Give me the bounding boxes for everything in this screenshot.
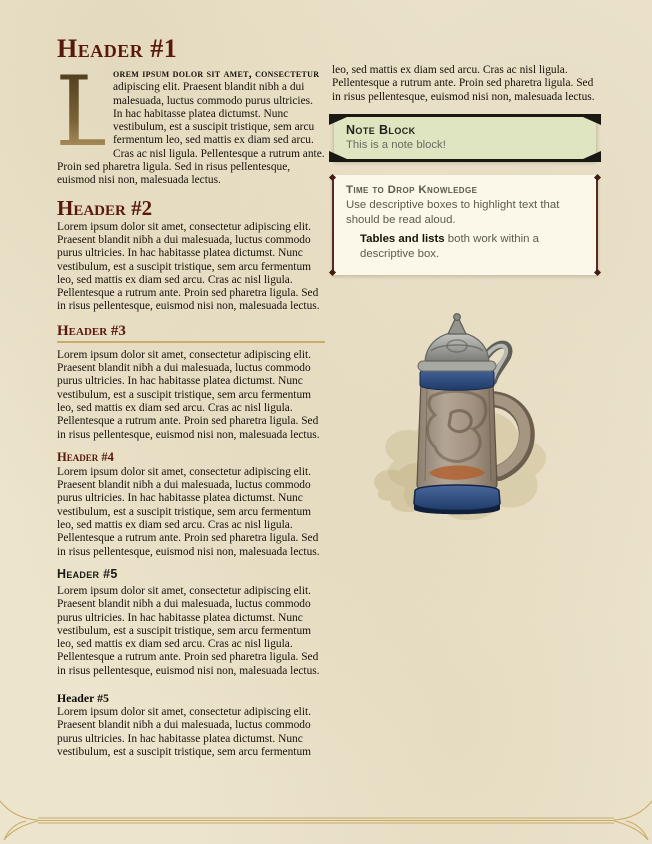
descriptive-line-1: Use descriptive boxes to highlight text that should be read aloud. xyxy=(346,198,560,226)
note-title: Note Block xyxy=(346,122,416,137)
paragraph-4: Lorem ipsum dolor sit amet, consectetur adipiscing elit. Praesent blandit nibh a dui malesuada, luctus commodo purus ultricies. In hac habitasse platea dictumst. Nunc vestibulum, est a suscipit tristique, sem arcu fermentum leo, sed mattis ex diam sed arcu. Cras ac nisl ligula. Pellentesque a rutrum ante. Proin sed pharetra ligula. Sed in risus pellentesque, euismod nisi non, malesuada lectus. xyxy=(57,465,320,558)
beer-stein-image xyxy=(339,313,591,530)
paragraph-6: Lorem ipsum dolor sit amet, consectetur adipiscing elit. Praesent blandit nibh a dui malesuada, luctus commodo purus ultricies. In hac habitasse platea dictumst. Nunc vestibulum, est a suscipit tristique, sem arcu fermentum xyxy=(57,705,312,758)
descriptive-bold-text: Tables and lists xyxy=(360,232,445,245)
stein-foot xyxy=(414,485,500,514)
left-column xyxy=(57,36,325,768)
right-column xyxy=(332,64,598,530)
beer-stein-svg xyxy=(339,313,591,525)
note-block xyxy=(334,117,596,159)
paragraph-2: Lorem ipsum dolor sit amet, consectetur adipiscing elit. Praesent blandit nibh a dui malesuada, luctus commodo purus ultricies. In hac habitasse platea dictumst. Nunc vestibulum, est a suscipit tristique, sem arcu fermentum leo, sed mattis ex diam sed arcu. Cras ac nisl ligula. Pellentesque a rutrum ante. Proin sed pharetra ligula. Sed in risus pellentesque, euismod nisi non, malesuada lectus. xyxy=(57,220,320,313)
note-corner-triangle-icon xyxy=(583,151,601,159)
paragraph-1-text: adipiscing elit. Praesent blandit nibh a dui malesuada, luctus commodo purus ultricies. In hac habitasse platea dictumst. Nunc vestibulum, est a suscipit tristique, sem arcu fermentum leo, sed mattis ex diam sed arcu. Cras ac nisl ligula. Pellentesque a rutrum ante. Proin sed pharetra ligula. Sed in risus pellentesque, euismod nisi non, malesuada lectus. xyxy=(57,81,325,187)
continuation-paragraph: leo, sed mattis ex diam sed arcu. Cras ac nisl ligula. Pellentesque a rutrum ante. Proin sed pharetra ligula. Sed in risus pellentesque, euismod nisi non, malesuada lectus. xyxy=(332,64,595,103)
note-corner-triangle-icon xyxy=(329,117,347,125)
stein-body xyxy=(417,381,497,494)
header-3: Header #3 xyxy=(57,323,325,343)
paragraph-1 xyxy=(55,56,325,188)
descriptive-right-rule xyxy=(596,178,598,272)
descriptive-corner-diamond-icon xyxy=(594,269,601,276)
footer-flourish-rule xyxy=(0,798,652,844)
note-top-rule xyxy=(329,114,601,117)
note-bottom-rule xyxy=(329,159,601,162)
note-corner-triangle-icon xyxy=(583,117,601,125)
descriptive-title: Time to Drop Knowledge xyxy=(346,183,478,196)
lead-smallcaps-text: orem ipsum dolor sit amet, consectetur xyxy=(113,68,320,80)
header-2: Header #2 xyxy=(57,195,153,220)
descriptive-line-2-rest: both work within a descriptive box. xyxy=(360,232,539,260)
stein-lid xyxy=(418,313,496,370)
paragraph-5: Lorem ipsum dolor sit amet, consectetur adipiscing elit. Praesent blandit nibh a dui malesuada, luctus commodo purus ultricies. In hac habitasse platea dictumst. Nunc vestibulum, est a suscipit tristique, sem arcu fermentum leo, sed mattis ex diam sed arcu. Cras ac nisl ligula. Pellentesque a rutrum ante. Proin sed pharetra ligula. Sed in risus pellentesque, euismod nisi non, malesuada lectus. xyxy=(57,584,320,677)
drop-cap-letter: L xyxy=(55,56,119,168)
descriptive-box xyxy=(332,175,598,275)
header-6: Header #5 xyxy=(57,690,109,705)
descriptive-corner-diamond-icon xyxy=(329,174,336,181)
header-4: Header #4 xyxy=(57,449,114,464)
header-5: Header #5 xyxy=(57,566,118,581)
note-text: This is a note block! xyxy=(346,138,446,151)
descriptive-line-2 xyxy=(360,232,584,262)
descriptive-left-rule xyxy=(332,178,334,272)
paragraph-3: Lorem ipsum dolor sit amet, consectetur adipiscing elit. Praesent blandit nibh a dui malesuada, luctus commodo purus ultricies. In hac habitasse platea dictumst. Nunc vestibulum, est a suscipit tristique, sem arcu fermentum leo, sed mattis ex diam sed arcu. Cras ac nisl ligula. Pellentesque a rutrum ante. Proin sed pharetra ligula. Sed in risus pellentesque, euismod nisi non, malesuada lectus. xyxy=(57,348,320,441)
header-1: Header #1 xyxy=(57,34,178,63)
descriptive-corner-diamond-icon xyxy=(329,269,336,276)
note-corner-triangle-icon xyxy=(329,151,347,159)
